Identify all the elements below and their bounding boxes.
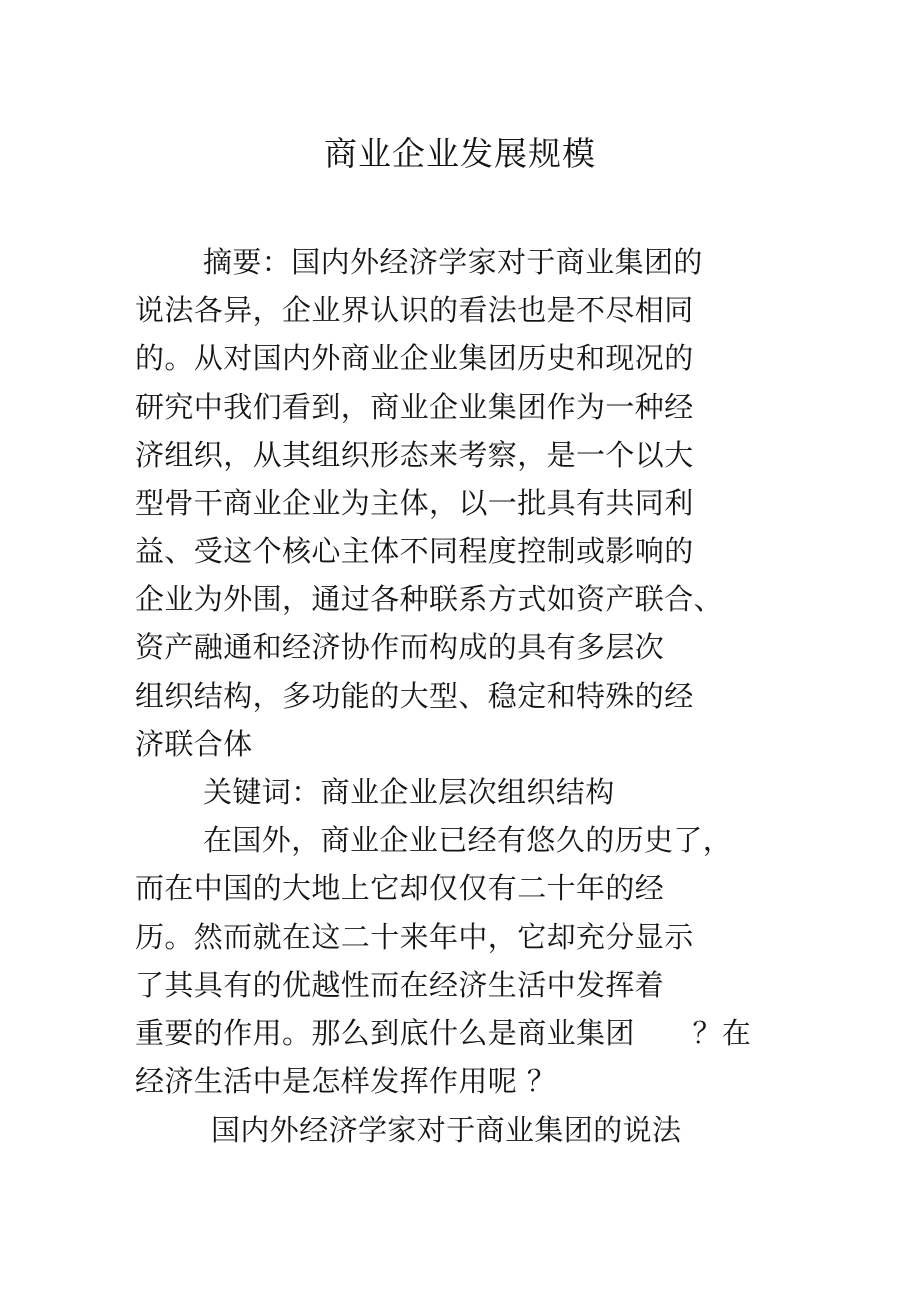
abstract-line: 资产融通和经济协作而构成的具有多层次	[135, 630, 665, 664]
document-title: 商业企业发展规模	[324, 134, 596, 173]
keywords-line: 关键词：商业企业层次组织结构	[203, 775, 615, 809]
body-line: 重要的作用。那么到底什么是商业集团 ？在	[135, 1016, 752, 1050]
abstract-line: 摘要：国内外经济学家对于商业集团的	[203, 245, 703, 279]
abstract-line: 济组织，从其组织形态来考察，是一个以大	[135, 438, 694, 472]
body-line: 历。然而就在这二十来年中，它却充分显示	[135, 920, 694, 954]
body-line: 经济生活中是怎样发挥作用呢 ？	[135, 1064, 557, 1098]
abstract-line: 益、受这个核心主体不同程度控制或影响的	[135, 534, 694, 568]
abstract-line: 型骨干商业企业为主体，以一批具有共同利	[135, 486, 694, 520]
body-line: 在国外，商业企业已经有悠久的历史了，	[203, 823, 733, 857]
abstract-line: 组织结构，多功能的大型、稳定和特殊的经	[135, 679, 694, 713]
abstract-line: 济联合体	[135, 727, 253, 761]
abstract-line: 说法各异，企业界认识的看法也是不尽相同	[135, 293, 694, 327]
abstract-line: 的。从对国内外商业企业集团历史和现况的	[135, 341, 694, 375]
body-line: 了其具有的优越性而在经济生活中发挥着	[135, 968, 665, 1002]
closing-line: 国内外经济学家对于商业集团的说法	[211, 1113, 682, 1147]
abstract-line: 研究中我们看到，商业企业集团作为一种经	[135, 390, 694, 424]
abstract-line: 企业为外围，通过各种联系方式如资产联合、	[135, 582, 724, 616]
body-line: 而在中国的大地上它却仅仅有二十年的经	[135, 871, 665, 905]
